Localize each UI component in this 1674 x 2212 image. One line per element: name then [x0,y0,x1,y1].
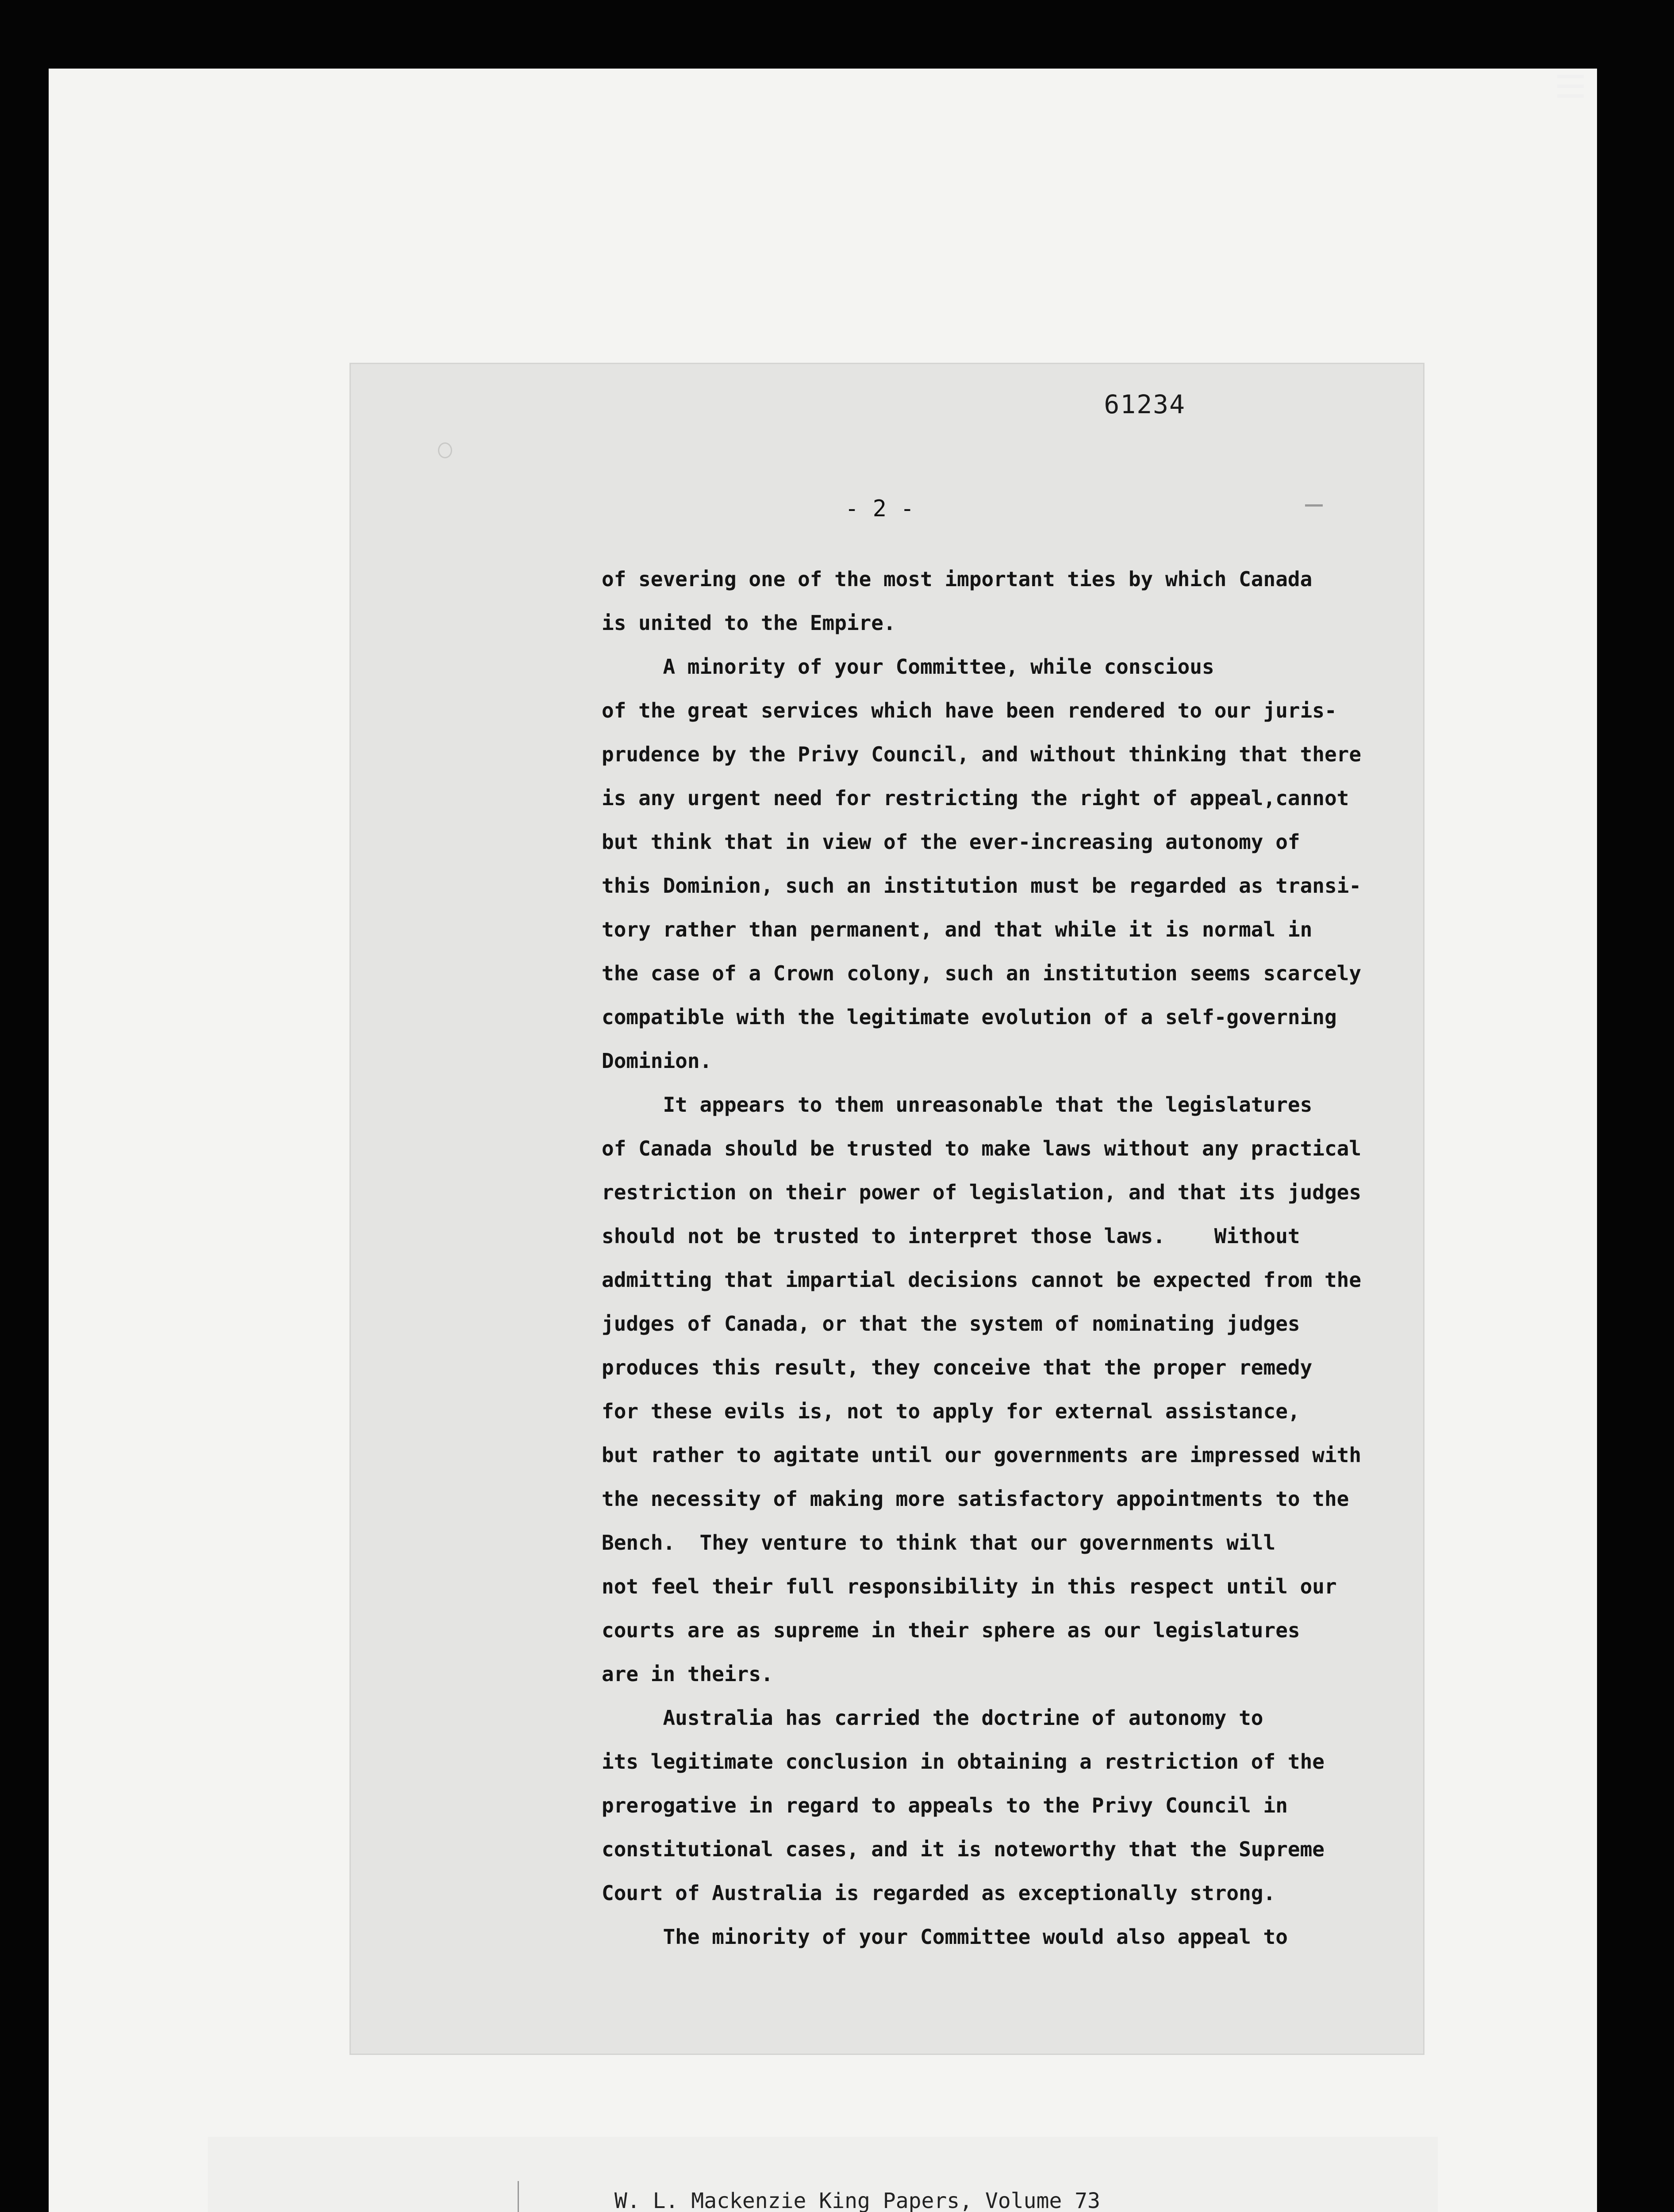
collection-caption: W. L. Mackenzie King Papers, Volume 73 [518,2181,1196,2212]
text-line: A minority of your Committee, while conscious [602,655,1214,679]
punch-hole [438,442,452,458]
text-line: Court of Australia is regarded as exceptionally strong. [602,1881,1276,1905]
text-line: It appears to them unreasonable that the legislatures [602,1093,1313,1117]
frame-edge-marks [1557,69,1584,108]
text-line: compatible with the legitimate evolution of a self-governing [602,1005,1337,1029]
text-line: of the great services which have been rendered to our juris- [602,699,1337,722]
text-line: this Dominion, such an institution must be regarded as transi- [602,874,1362,898]
text-line: judges of Canada, or that the system of nominating judges [602,1312,1300,1336]
text-line: The minority of your Committee would also appeal to [602,1925,1288,1949]
typed-text-body [602,557,1407,1959]
text-line: of Canada should be trusted to make laws without any practical [602,1137,1362,1160]
microfilm-frame [49,69,1597,2212]
page-marker: - 2 - [845,495,914,522]
text-line: but rather to agitate until our governments are impressed with [602,1443,1362,1467]
text-line: restriction on their power of legislation, and that its judges [602,1180,1362,1204]
text-line: prudence by the Privy Council, and without thinking that there [602,742,1362,766]
text-line: are in theirs. [602,1662,773,1686]
text-line: constitutional cases, and it is noteworthy that the Supreme [602,1837,1325,1861]
text-line: admitting that impartial decisions cannot be expected from the [602,1268,1362,1292]
document-number: 61234 [1104,389,1186,419]
margin-mark [1305,504,1323,507]
text-line: Dominion. [602,1049,712,1073]
text-line: should not be trusted to interpret those laws. Without [602,1224,1300,1248]
text-line: for these evils is, not to apply for external assistance, [602,1399,1300,1423]
text-line: the case of a Crown colony, such an institution seems scarcely [602,961,1362,985]
text-line: but think that in view of the ever-increasing autonomy of [602,830,1300,854]
text-line: courts are as supreme in their sphere as our legislatures [602,1618,1300,1642]
text-line: is united to the Empire. [602,611,896,635]
text-line: Australia has carried the doctrine of autonomy to [602,1706,1263,1730]
text-line: is any urgent need for restricting the right of appeal,cannot [602,786,1349,810]
typed-page [349,363,1424,2055]
text-line: produces this result, they conceive that the proper remedy [602,1356,1313,1379]
text-line: of severing one of the most important ties by which Canada [602,567,1313,591]
text-line: Bench. They venture to think that our governments will [602,1531,1276,1555]
text-line: not feel their full responsibility in this respect until our [602,1575,1337,1598]
text-line: its legitimate conclusion in obtaining a restriction of the [602,1750,1325,1774]
text-line: prerogative in regard to appeals to the Privy Council in [602,1793,1288,1817]
text-line: the necessity of making more satisfactory appointments to the [602,1487,1349,1511]
text-line: tory rather than permanent, and that while it is normal in [602,918,1313,941]
